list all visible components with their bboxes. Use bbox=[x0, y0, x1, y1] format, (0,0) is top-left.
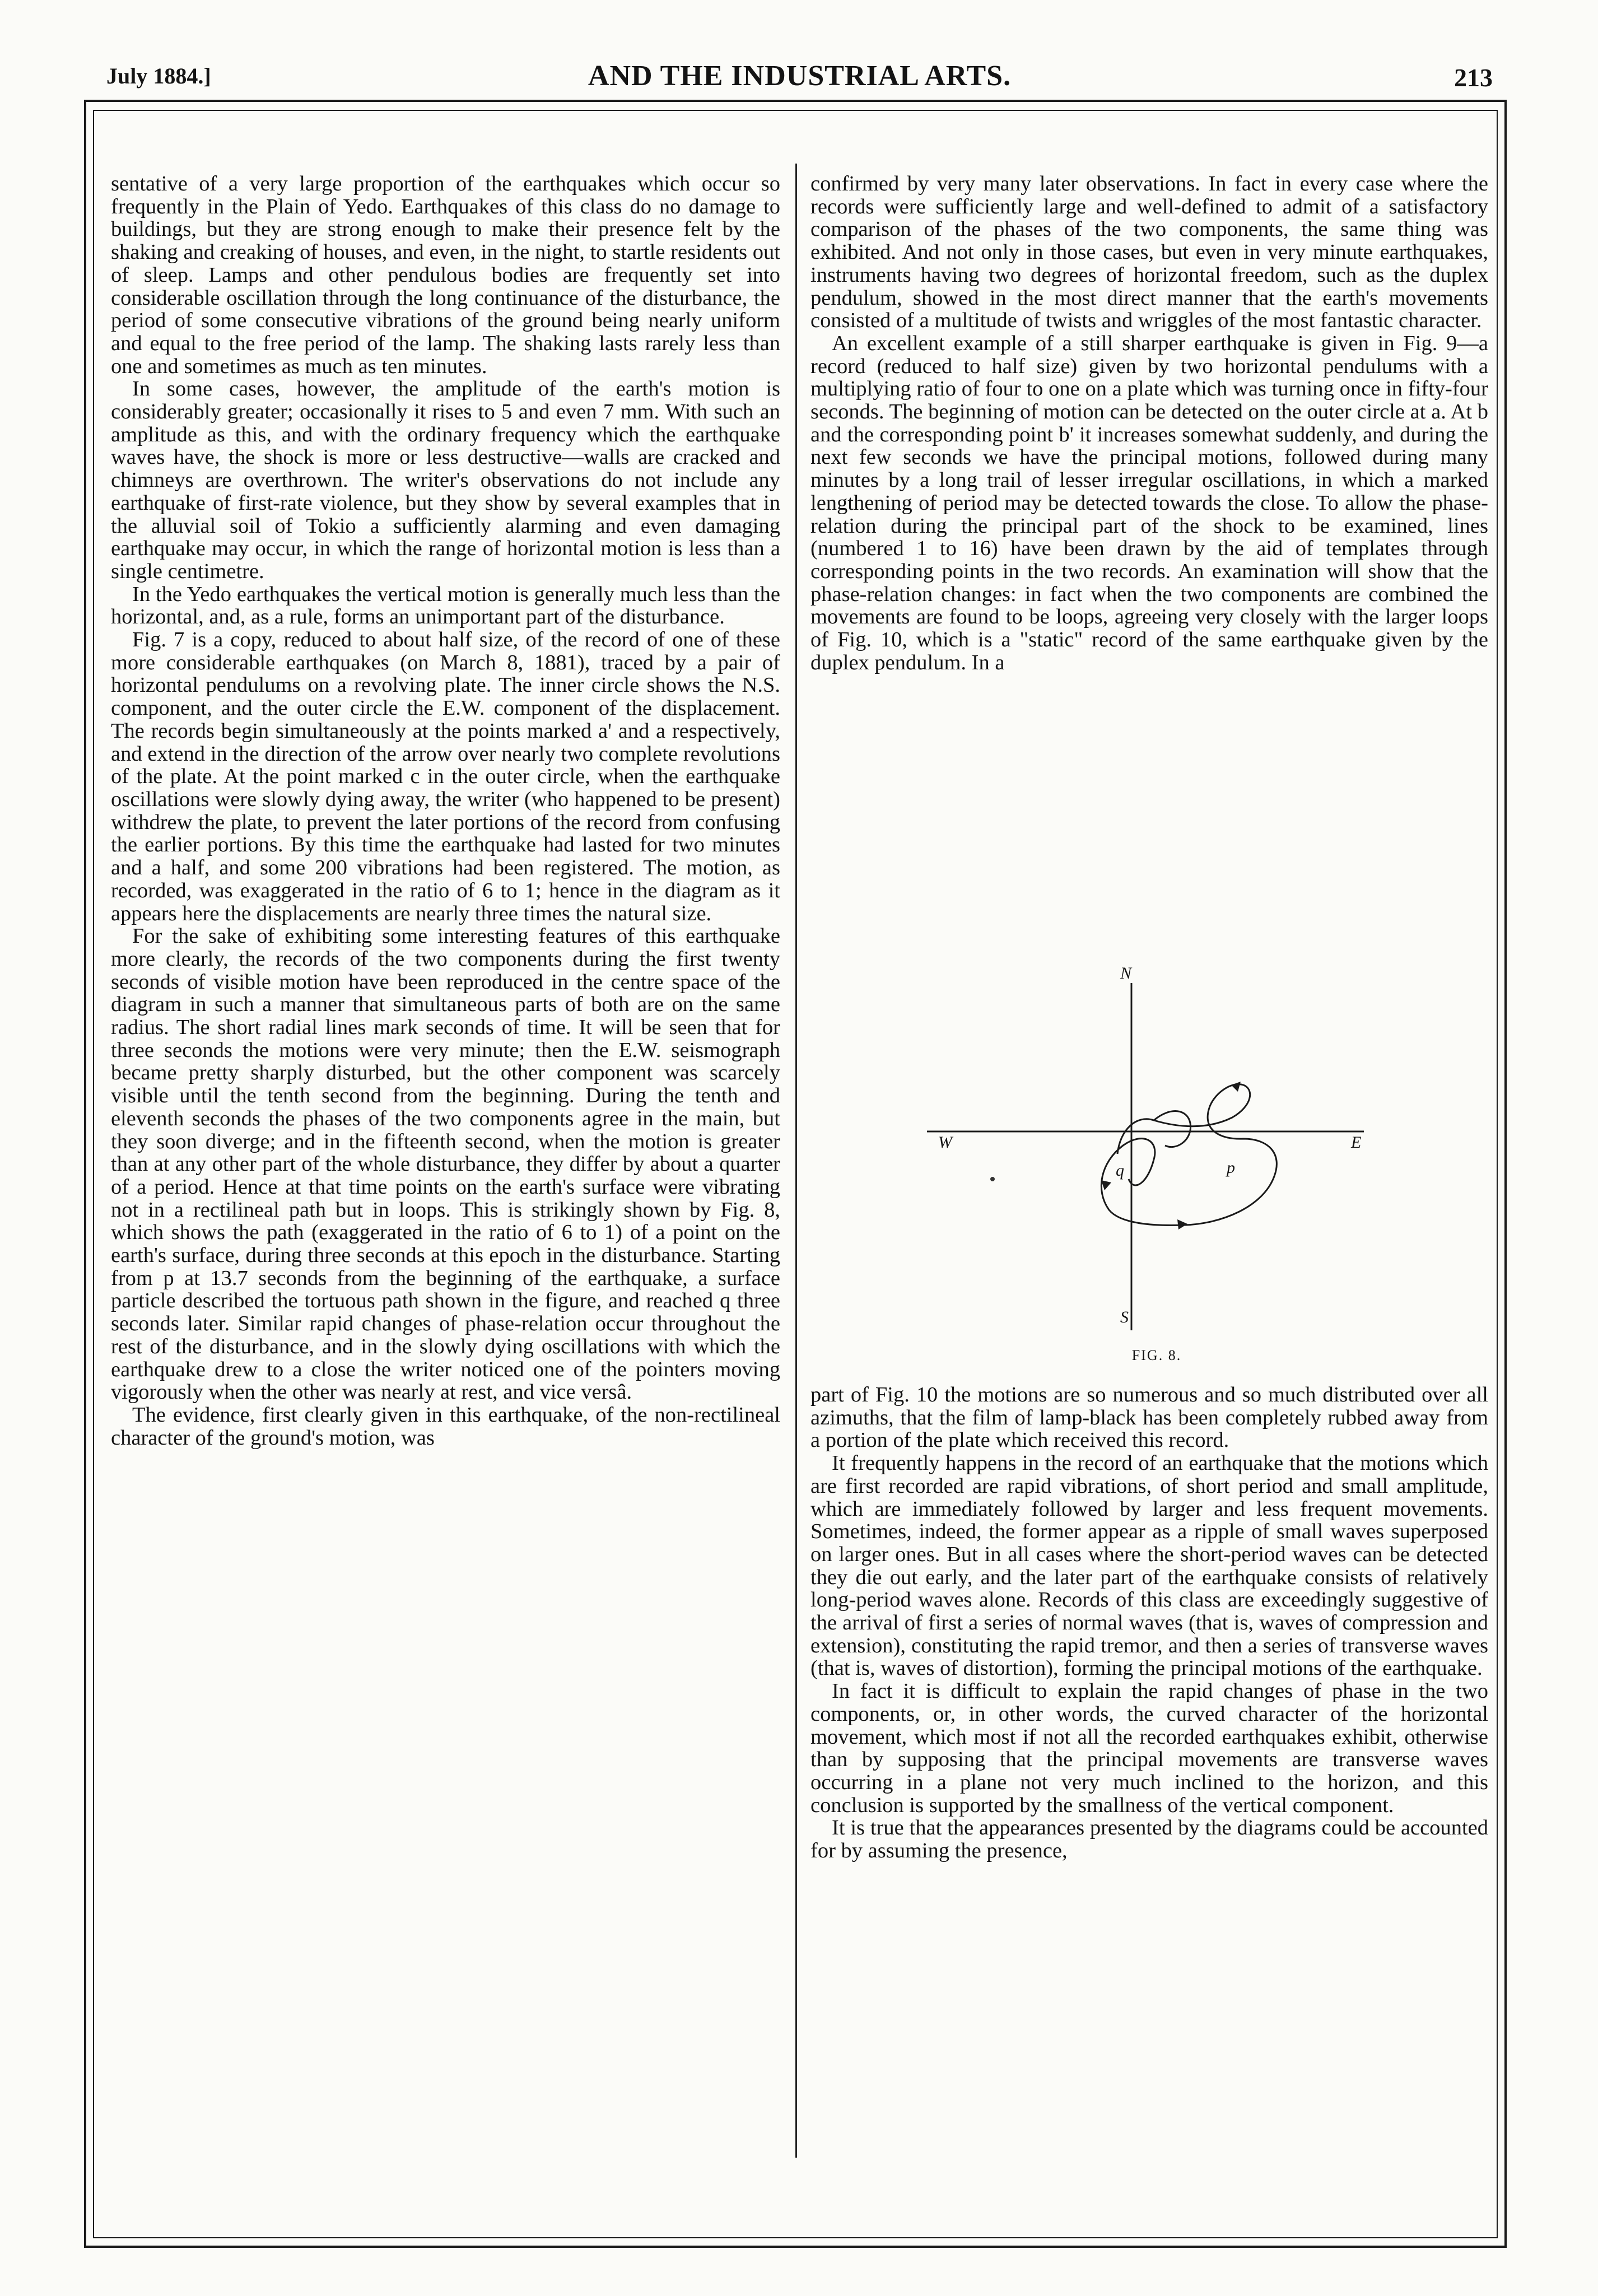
paragraph: For the sake of exhibiting some interesting features of this earthquake more clearly, the records of the two components during the first twenty seconds of visible motion have been reproduced in the centre space of the diagram in such a manner that simultaneous parts of both are on the same radius. The short radial lines mark seconds of time. It will be seen that for three seconds the motions were very minute; then the E.W. seismograph became pretty sharply disturbed, but the other component was scarcely visible until the tenth second from the beginning. During the tenth and eleventh seconds the phases of the two components agree in the main, but they soon diverge; and in the fifteenth second, when the motion is greater than at any other part of the whole disturbance, they differ by about a quarter of a period. Hence at that time points on the earth's surface were vibrating not in a rectilineal path but in loops. This is strikingly shown by Fig. 8, which shows the path (exaggerated in the ratio of 6 to 1) of a point on the earth's surface, during three seconds at this epoch in the disturbance. Starting from p at 13.7 seconds from the beginning of the earthquake, a surface particle described the tortuous path shown in the figure, and reached q three seconds later. Similar rapid changes of phase-relation occur throughout the rest of the disturbance, and in the slowly dying oscillations with which the earthquake drew to a close the writer noticed one of the pointers moving vigorously when the other was nearly at rest, and vice versâ. bbox=[111, 924, 780, 1404]
direction-arrow bbox=[1101, 1180, 1111, 1190]
paragraph: sentative of a very large proportion of the earthquakes which occur so frequently in the Plain of Yedo. Earthquakes of this class do no damage to buildings, but they are strong enough to make their presence felt by the shaking and creaking of houses, and even, in the night, to startle residents out of sleep. Lamps and other pendulous bodies are frequently set into considerable oscillation through the long continuance of the disturbance, the period of some consecutive vibrations of the ground being nearly uniform and equal to the free period of the lamp. The shaking lasts rarely less than one and sometimes as much as ten minutes. bbox=[111, 172, 780, 378]
west-label: W bbox=[938, 1133, 952, 1152]
paragraph: Fig. 7 is a copy, reduced to about half size, of the record of one of these more considerable earthquakes (on March 8, 1881), traced by a pair of horizontal pendulums on a revolving plate. The inner circle shows the N.S. component, and the outer circle the E.W. component of the displacement. The records begin simultaneously at the points marked a' and a respectively, and extend in the direction of the arrow over nearly two complete revolutions of the plate. At the point marked c in the outer circle, when the earthquake oscillations were slowly dying away, the writer (who happened to be present) withdrew the plate, to prevent the later portions of the record from confusing the earlier portions. By this time the earthquake had lasted for two minutes and a half, and some 200 vibrations had been registered. The motion, as recorded, was exaggerated in the ratio of 6 to 1; hence in the diagram as it appears here the displacements are nearly three times the natural size. bbox=[111, 628, 780, 925]
point-q-label: q bbox=[1116, 1161, 1124, 1180]
paragraph: It frequently happens in the record of an earthquake that the motions which are first recorded are rapid vibrations, of short period and small amplitude, which are immediately followed by larger and less frequent movements. Sometimes, indeed, the former appear as a ripple of small waves superposed on larger ones. But in all cases where the short-period waves can be detected they die out early, and the later part of the earthquake consists of relatively long-period waves alone. Records of this class are exceedingly suggestive of the arrival of first a series of normal waves (that is, waves of compression and extension), constituting the rapid tremor, and then a series of transverse waves (that is, waves of distortion), forming the principal motions of the earthquake. bbox=[810, 1451, 1488, 1680]
earthquake-path-diagram bbox=[896, 961, 1417, 1353]
paragraph: It is true that the appearances presented by the diagrams could be accounted for by assuming the presence, bbox=[810, 1816, 1488, 1863]
paragraph: In some cases, however, the amplitude of the earth's motion is considerably greater; occasionally it rises to 5 and even 7 mm. With such an amplitude as this, and with the ordinary frequency which the earthquake waves have, the shock is more or less destructive—walls are cracked and chimneys are overthrown. The writer's observations do not include any earthquake of first-rate violence, but they show by several examples that in the alluvial soil of Tokio a sufficiently alarming and even damaging earthquake may occur, in which the range of horizontal motion is less than a single centimetre. bbox=[111, 377, 780, 583]
left-column bbox=[111, 173, 780, 1449]
page-number: 213 bbox=[1454, 63, 1493, 92]
paragraph: confirmed by very many later observations. In fact in every case where the records were sufficiently large and well-defined to admit of a satisfactory comparison of the phases of the two components, the same thing was exhibited. And not only in those cases, but even in very minute earthquakes, instruments having two degrees of horizontal freedom, such as the duplex pendulum, showed in the most direct manner that the earth's movements consisted of a multitude of twists and wriggles of the most fantastic character. bbox=[810, 172, 1488, 333]
paragraph: An excellent example of a still sharper earthquake is given in Fig. 9—a record (reduced to half size) given by two horizontal pendulums with a multiplying ratio of four to one on a plate which was turning once in fifty-four seconds. The beginning of motion can be detected on the outer circle at a. At b and the corresponding point b' it increases somewhat suddenly, and during the next few seconds we have the principal motions, followed during many minutes by a long trail of lesser irregular oscillations, in which a marked lengthening of period may be detected towards the close. To allow the phase-relation during the principal part of the shock to be examined, lines (numbered 1 to 16) have been drawn by the aid of templates through corresponding points in the two records. An examination will show that the phase-relation changes: in fact when the two components are combined the movements are found to be loops, agreeing very closely with the larger loops of Fig. 10, which is a "static" record of the same earthquake given by the duplex pendulum. In a bbox=[810, 331, 1488, 674]
particle-path bbox=[1101, 1084, 1276, 1226]
column-divider bbox=[795, 164, 797, 2158]
east-label: E bbox=[1351, 1133, 1362, 1152]
journal-title: AND THE INDUSTRIAL ARTS. bbox=[588, 60, 1012, 92]
stray-dot bbox=[990, 1177, 995, 1181]
paragraph: The evidence, first clearly given in this earthquake, of the non-rectilineal character of the ground's motion, was bbox=[111, 1403, 780, 1450]
direction-arrow bbox=[1177, 1219, 1187, 1229]
running-head bbox=[106, 60, 1493, 102]
figure-caption: FIG. 8. bbox=[1131, 1347, 1182, 1363]
figure-8 bbox=[896, 961, 1417, 1375]
south-label: S bbox=[1120, 1308, 1129, 1326]
right-column-bottom bbox=[810, 1384, 1488, 1862]
issue-date: July 1884.] bbox=[106, 63, 211, 89]
direction-arrow bbox=[1231, 1082, 1241, 1092]
right-column-top bbox=[810, 173, 1488, 674]
paragraph: part of Fig. 10 the motions are so numerous and so much distributed over all azimuths, that the film of lamp-black has been completely rubbed away from a portion of the plate which received this record. bbox=[810, 1383, 1488, 1452]
paragraph: In fact it is difficult to explain the rapid changes of phase in the two components, or, in other words, the curved character of the horizontal movement, which most if not all the recorded earthquakes exhibit, otherwise than by supposing that the principal movements are transverse waves occurring in a plane not very much inclined to the horizon, and this conclusion is supported by the smallness of the vertical component. bbox=[810, 1679, 1488, 1817]
particle-path-inner-loop bbox=[1154, 1111, 1191, 1147]
paragraph: In the Yedo earthquakes the vertical motion is generally much less than the horizontal, and, as a rule, forms an unimportant part of the disturbance. bbox=[111, 582, 780, 629]
north-label: N bbox=[1120, 964, 1132, 982]
point-p-label: p bbox=[1227, 1158, 1235, 1177]
